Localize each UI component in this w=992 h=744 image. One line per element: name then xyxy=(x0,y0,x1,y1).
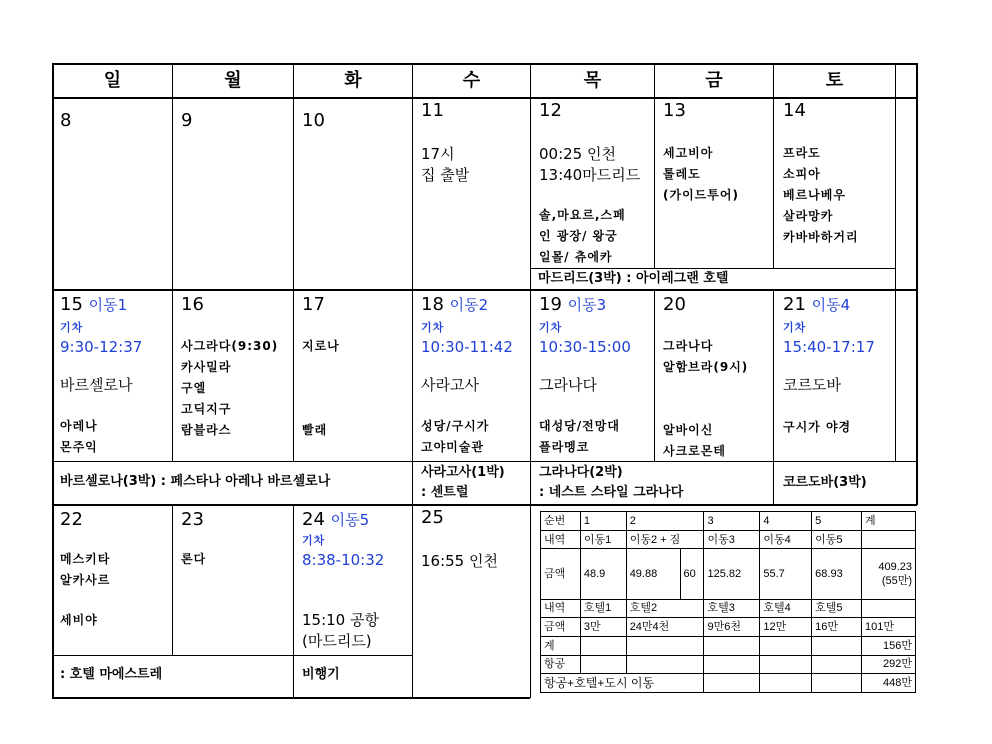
day-12-line2: 13:40마드리드 xyxy=(539,166,641,184)
day-16-note2: 카사밀라 xyxy=(181,360,232,374)
day-19-city: 그라나다 xyxy=(539,376,597,394)
day-17-note2: 빨래 xyxy=(302,423,328,437)
day-24: 24 이동5 xyxy=(302,509,370,530)
day-15-city: 바르셀로나 xyxy=(60,376,133,394)
move-total: 409.23 xyxy=(878,560,912,573)
weekday-wed: 수 xyxy=(462,70,481,91)
day-12-line1: 00:25 인천 xyxy=(539,145,616,163)
move-4: 이동4 xyxy=(811,296,851,314)
hotel-granada-1: 그라나다(2박) xyxy=(539,465,623,480)
day-9: 9 xyxy=(181,110,193,131)
cost-row-move-amounts: 금액 48.9 49.88 60 125.82 55.7 68.93 409.23 (55만) xyxy=(541,549,916,599)
day-24-train: 기차 xyxy=(302,534,326,547)
day-15-time: 9:30-12:37 xyxy=(60,338,143,356)
day-16-note5: 람블라스 xyxy=(181,423,232,437)
day-17: 17 xyxy=(302,294,325,315)
cost-row-subtotal: 계 156만 xyxy=(541,636,916,655)
cost-row-hotel-amounts: 금액 3만 24만4천 9만6천 12만 16만 101만 xyxy=(541,618,916,637)
day-21-train: 기차 xyxy=(783,321,807,334)
day-18-note2: 고야미술관 xyxy=(421,440,484,454)
weekday-sun: 일 xyxy=(103,70,122,91)
day-17-note1: 지로나 xyxy=(302,339,340,353)
day-23-note1: 론다 xyxy=(181,552,207,566)
day-24-line1: 15:10 공항 xyxy=(302,611,379,629)
day-11: 11 xyxy=(421,100,444,121)
day-18-train: 기차 xyxy=(421,321,445,334)
day-13-note2: 톨레도 xyxy=(663,167,701,181)
day-14-note3: 베르나베우 xyxy=(783,188,846,202)
hotel-seville: : 호텔 마에스트레 xyxy=(60,667,163,682)
cost-table xyxy=(540,511,916,693)
day-24-line2: (마드리드) xyxy=(302,632,372,650)
day-25-line1: 16:55 인천 xyxy=(421,552,498,570)
hotel-cordoba: 코르도바(3박) xyxy=(783,475,867,490)
hotel-granada-2: : 네스트 스타일 그라나다 xyxy=(539,485,684,500)
day-14-note5: 카바바하거리 xyxy=(783,230,859,244)
day-21-city: 코르도바 xyxy=(783,376,841,394)
day-14: 14 xyxy=(783,100,806,121)
day-16-note4: 고딕지구 xyxy=(181,402,232,416)
cost-row-index: 순번 1 2 3 4 5 계 xyxy=(541,512,916,531)
cost-row-hotel-items: 내역 호텔1 호텔2 호텔3 호텔4 호텔5 xyxy=(541,599,916,618)
day-20: 20 xyxy=(663,294,686,315)
day-18-city: 사라고사 xyxy=(421,376,479,394)
day-19-note2: 플라멩코 xyxy=(539,440,590,454)
day-19-note1: 대성당/전망대 xyxy=(539,419,620,433)
day-15: 15 이동1 xyxy=(60,294,128,315)
day-12-note3: 일몰/ 츄에카 xyxy=(539,250,613,264)
plane-label: 비행기 xyxy=(302,667,340,682)
day-19: 19 이동3 xyxy=(539,294,607,315)
day-12-note2: 인 광장/ 왕궁 xyxy=(539,229,618,243)
day-21: 21 이동4 xyxy=(783,294,851,315)
day-13-note1: 세고비아 xyxy=(663,146,714,160)
day-15-note1: 아레나 xyxy=(60,419,98,433)
day-18: 18 이동2 xyxy=(421,294,489,315)
weekday-fri: 금 xyxy=(705,70,723,91)
hotel-zaragoza-1: 사라고사(1박) xyxy=(421,465,505,480)
cost-row-flight: 항공 292만 xyxy=(541,655,916,674)
move-3: 이동3 xyxy=(567,296,607,314)
day-25: 25 xyxy=(421,507,444,528)
hotel-zaragoza-2: : 센트럴 xyxy=(421,485,469,500)
day-13-note3: (가이드투어) xyxy=(663,188,739,202)
day-20-note1: 그라나다 xyxy=(663,339,714,353)
day-10: 10 xyxy=(302,110,325,131)
day-22-note2: 알카사르 xyxy=(60,573,111,587)
day-20-note2: 알함브라(9시) xyxy=(663,360,749,374)
weekday-tue: 화 xyxy=(344,70,362,91)
day-13: 13 xyxy=(663,100,686,121)
day-15-note2: 몬주익 xyxy=(60,440,98,454)
day-16-note3: 구엘 xyxy=(181,381,207,395)
move-5: 이동5 xyxy=(330,511,370,529)
day-24-time: 8:38-10:32 xyxy=(302,551,385,569)
hotel-madrid: 마드리드(3박) : 아이레그랜 호텔 xyxy=(538,271,729,286)
day-23: 23 xyxy=(181,509,204,530)
weekday-thu: 목 xyxy=(583,70,602,91)
day-15-train: 기차 xyxy=(60,321,84,334)
day-8: 8 xyxy=(60,110,72,131)
day-18-time: 10:30-11:42 xyxy=(421,338,513,356)
move-2: 이동2 xyxy=(449,296,489,314)
day-20-note4: 사크로몬테 xyxy=(663,444,726,458)
day-21-note1: 구시가 야경 xyxy=(783,420,852,434)
day-19-time: 10:30-15:00 xyxy=(539,338,631,356)
day-16: 16 xyxy=(181,294,204,315)
day-14-note1: 프라도 xyxy=(783,146,821,160)
day-22-note3: 세비야 xyxy=(60,613,98,627)
day-12: 12 xyxy=(539,100,562,121)
cost-row-move-items: 내역 이동1 이동2 + 짐 이동3 이동4 이동5 xyxy=(541,530,916,549)
day-20-note3: 알바이신 xyxy=(663,423,714,437)
day-19-train: 기차 xyxy=(539,321,563,334)
weekday-sat: 토 xyxy=(825,70,844,91)
hotel-barcelona: 바르셀로나(3박) : 페스타나 아레나 바르셀로나 xyxy=(60,474,331,489)
day-18-note1: 성당/구시가 xyxy=(421,419,490,433)
day-12-note1: 솔,마요르,스페 xyxy=(539,208,626,222)
move-1: 이동1 xyxy=(88,296,128,314)
cost-row-grand-total: 항공+호텔+도시 이동 448만 xyxy=(541,674,916,693)
day-11-line2: 집 출발 xyxy=(421,166,470,184)
weekday-mon: 월 xyxy=(224,70,242,91)
day-14-note2: 소피아 xyxy=(783,167,821,181)
move-total-note: (55만) xyxy=(881,574,912,587)
day-22: 22 xyxy=(60,509,83,530)
day-21-time: 15:40-17:17 xyxy=(783,338,875,356)
day-14-note4: 살라망카 xyxy=(783,209,834,223)
day-11-line1: 17시 xyxy=(421,145,455,163)
day-16-note1: 사그라다(9:30) xyxy=(181,339,279,353)
day-22-note1: 메스키타 xyxy=(60,552,111,566)
